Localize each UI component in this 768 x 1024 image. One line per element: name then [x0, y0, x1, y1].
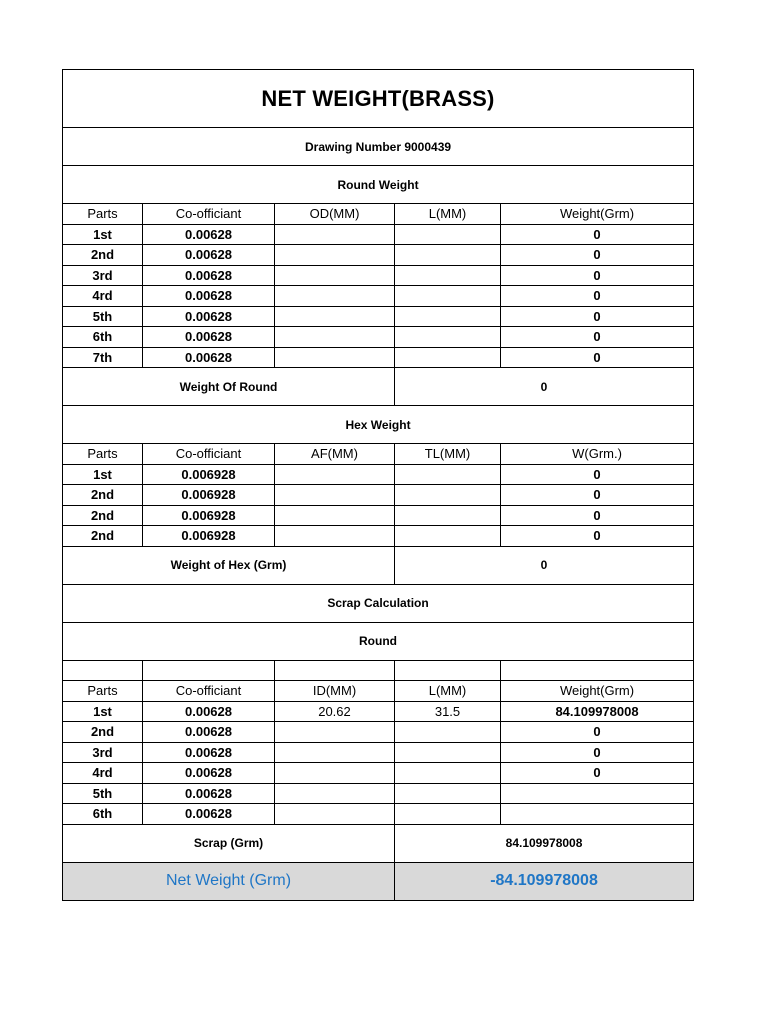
- table-row: [63, 485, 694, 506]
- scrap-total-row: [63, 824, 694, 862]
- col-header-tl: TL(MM): [395, 444, 501, 465]
- blank-cell[interactable]: [501, 660, 694, 681]
- part-cell[interactable]: 2nd: [63, 526, 143, 547]
- length-cell[interactable]: [395, 245, 501, 266]
- id-cell[interactable]: [275, 763, 395, 784]
- length-cell[interactable]: [395, 224, 501, 245]
- id-cell[interactable]: [275, 722, 395, 743]
- scrap-total-label: Scrap (Grm): [63, 824, 395, 862]
- tl-cell[interactable]: [395, 464, 501, 485]
- net-weight-label: Net Weight (Grm): [63, 862, 395, 900]
- coefficient-cell[interactable]: 0.00628: [143, 347, 275, 368]
- table-row: [63, 505, 694, 526]
- weight-cell[interactable]: 0: [501, 327, 694, 348]
- col-header-coefficient: Co-officiant: [143, 681, 275, 702]
- part-cell[interactable]: 2nd: [63, 722, 143, 743]
- tl-cell[interactable]: [395, 526, 501, 547]
- part-cell[interactable]: 3rd: [63, 265, 143, 286]
- coefficient-cell[interactable]: 0.006928: [143, 485, 275, 506]
- weight-cell[interactable]: 0: [501, 742, 694, 763]
- col-header-weight: W(Grm.): [501, 444, 694, 465]
- table-row: [63, 306, 694, 327]
- part-cell[interactable]: 6th: [63, 804, 143, 825]
- table-row: [63, 763, 694, 784]
- coefficient-cell[interactable]: 0.00628: [143, 265, 275, 286]
- round-header-row: [63, 204, 694, 225]
- col-header-af: AF(MM): [275, 444, 395, 465]
- tl-cell[interactable]: [395, 505, 501, 526]
- part-cell[interactable]: 5th: [63, 783, 143, 804]
- part-cell[interactable]: 1st: [63, 224, 143, 245]
- part-cell[interactable]: 2nd: [63, 245, 143, 266]
- weight-cell[interactable]: 0: [501, 286, 694, 307]
- weight-cell[interactable]: 0: [501, 464, 694, 485]
- sheet-title: NET WEIGHT(BRASS): [63, 70, 694, 128]
- col-header-id: ID(MM): [275, 681, 395, 702]
- coefficient-cell[interactable]: 0.00628: [143, 327, 275, 348]
- col-header-weight: Weight(Grm): [501, 204, 694, 225]
- table-row: [63, 783, 694, 804]
- weight-cell[interactable]: 0: [501, 763, 694, 784]
- id-cell[interactable]: [275, 742, 395, 763]
- od-cell[interactable]: [275, 327, 395, 348]
- weight-cell[interactable]: 0: [501, 722, 694, 743]
- length-cell[interactable]: [395, 286, 501, 307]
- coefficient-cell[interactable]: 0.00628: [143, 286, 275, 307]
- scrap-header-row: [63, 681, 694, 702]
- table-row: [63, 526, 694, 547]
- hex-header-row: [63, 444, 694, 465]
- coefficient-cell[interactable]: 0.00628: [143, 245, 275, 266]
- part-cell[interactable]: 5th: [63, 306, 143, 327]
- od-cell[interactable]: [275, 224, 395, 245]
- weight-cell[interactable]: 0: [501, 347, 694, 368]
- length-cell[interactable]: [395, 742, 501, 763]
- coefficient-cell[interactable]: 0.006928: [143, 505, 275, 526]
- col-header-coefficient: Co-officiant: [143, 204, 275, 225]
- coefficient-cell[interactable]: 0.006928: [143, 526, 275, 547]
- table-row: [63, 265, 694, 286]
- length-cell[interactable]: 31.5: [395, 701, 501, 722]
- round-total-row: [63, 368, 694, 406]
- coefficient-cell[interactable]: 0.00628: [143, 783, 275, 804]
- length-cell[interactable]: [395, 763, 501, 784]
- col-header-parts: Parts: [63, 444, 143, 465]
- part-cell[interactable]: 7th: [63, 347, 143, 368]
- table-row: [63, 742, 694, 763]
- coefficient-cell[interactable]: 0.00628: [143, 701, 275, 722]
- length-cell[interactable]: [395, 722, 501, 743]
- od-cell[interactable]: [275, 286, 395, 307]
- hex-weight-heading: Hex Weight: [63, 406, 694, 444]
- coefficient-cell[interactable]: 0.00628: [143, 224, 275, 245]
- table-row: [63, 804, 694, 825]
- tl-cell[interactable]: [395, 485, 501, 506]
- table-row: [63, 464, 694, 485]
- scrap-calculation-heading: Scrap Calculation: [63, 584, 694, 622]
- od-cell[interactable]: [275, 265, 395, 286]
- part-cell[interactable]: 3rd: [63, 742, 143, 763]
- length-cell[interactable]: [395, 783, 501, 804]
- weight-cell[interactable]: 0: [501, 505, 694, 526]
- coefficient-cell[interactable]: 0.006928: [143, 464, 275, 485]
- od-cell[interactable]: [275, 245, 395, 266]
- round-weight-heading: Round Weight: [63, 166, 694, 204]
- weight-cell[interactable]: 0: [501, 245, 694, 266]
- blank-cell[interactable]: [275, 660, 395, 681]
- blank-cell[interactable]: [63, 660, 143, 681]
- coefficient-cell[interactable]: 0.00628: [143, 804, 275, 825]
- col-header-weight: Weight(Grm): [501, 681, 694, 702]
- length-cell[interactable]: [395, 306, 501, 327]
- table-row: [63, 701, 694, 722]
- col-header-od: OD(MM): [275, 204, 395, 225]
- table-row: [63, 286, 694, 307]
- col-header-coefficient: Co-officiant: [143, 444, 275, 465]
- col-header-parts: Parts: [63, 204, 143, 225]
- coefficient-cell[interactable]: 0.00628: [143, 742, 275, 763]
- af-cell[interactable]: [275, 505, 395, 526]
- weight-cell[interactable]: 0: [501, 224, 694, 245]
- net-weight-table: [62, 69, 694, 901]
- weight-of-hex-value: 0: [395, 546, 694, 584]
- weight-cell[interactable]: 0: [501, 306, 694, 327]
- weight-cell[interactable]: 0: [501, 265, 694, 286]
- weight-cell[interactable]: 0: [501, 485, 694, 506]
- weight-of-round-value: 0: [395, 368, 694, 406]
- coefficient-cell[interactable]: 0.00628: [143, 722, 275, 743]
- weight-cell[interactable]: 84.109978008: [501, 701, 694, 722]
- net-weight-sheet: [62, 69, 693, 901]
- length-cell[interactable]: [395, 804, 501, 825]
- length-cell[interactable]: [395, 327, 501, 348]
- table-row: [63, 245, 694, 266]
- weight-of-hex-label: Weight of Hex (Grm): [63, 546, 395, 584]
- col-header-length: L(MM): [395, 204, 501, 225]
- weight-cell[interactable]: 0: [501, 526, 694, 547]
- part-cell[interactable]: 1st: [63, 464, 143, 485]
- part-cell[interactable]: 4rd: [63, 286, 143, 307]
- scrap-round-subheading: Round: [63, 622, 694, 660]
- table-row: [63, 224, 694, 245]
- weight-of-round-label: Weight Of Round: [63, 368, 395, 406]
- coefficient-cell[interactable]: 0.00628: [143, 306, 275, 327]
- part-cell[interactable]: 2nd: [63, 485, 143, 506]
- blank-cell[interactable]: [143, 660, 275, 681]
- table-row: [63, 347, 694, 368]
- part-cell[interactable]: 2nd: [63, 505, 143, 526]
- af-cell[interactable]: [275, 464, 395, 485]
- od-cell[interactable]: [275, 306, 395, 327]
- part-cell[interactable]: 4rd: [63, 763, 143, 784]
- coefficient-cell[interactable]: 0.00628: [143, 763, 275, 784]
- id-cell[interactable]: [275, 783, 395, 804]
- length-cell[interactable]: [395, 265, 501, 286]
- net-weight-row: [63, 862, 694, 900]
- af-cell[interactable]: [275, 526, 395, 547]
- length-cell[interactable]: [395, 347, 501, 368]
- part-cell[interactable]: 1st: [63, 701, 143, 722]
- table-row: [63, 722, 694, 743]
- weight-cell[interactable]: [501, 783, 694, 804]
- col-header-parts: Parts: [63, 681, 143, 702]
- scrap-blank-row: [63, 660, 694, 681]
- od-cell[interactable]: [275, 347, 395, 368]
- net-weight-value: -84.109978008: [395, 862, 694, 900]
- col-header-length: L(MM): [395, 681, 501, 702]
- drawing-number: Drawing Number 9000439: [63, 128, 694, 166]
- part-cell[interactable]: 6th: [63, 327, 143, 348]
- weight-cell[interactable]: [501, 804, 694, 825]
- id-cell[interactable]: [275, 804, 395, 825]
- blank-cell[interactable]: [395, 660, 501, 681]
- af-cell[interactable]: [275, 485, 395, 506]
- hex-total-row: [63, 546, 694, 584]
- scrap-total-value: 84.109978008: [395, 824, 694, 862]
- id-cell[interactable]: 20.62: [275, 701, 395, 722]
- table-row: [63, 327, 694, 348]
